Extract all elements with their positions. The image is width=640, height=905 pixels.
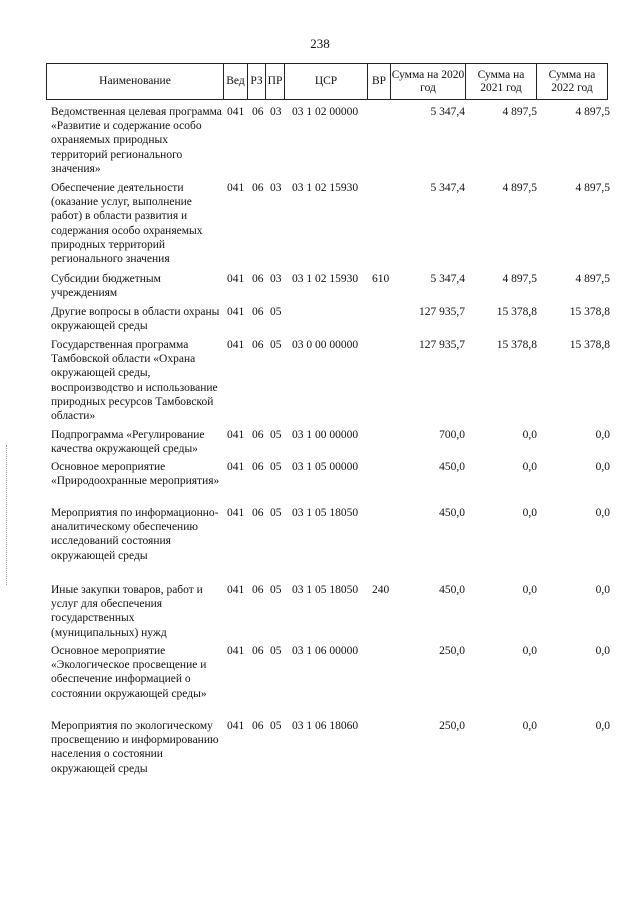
header-name: Наименование [46, 63, 223, 100]
row-sum-2020: 5 347,4 [430, 182, 465, 194]
row-sum-2020: 700,0 [439, 429, 465, 441]
row-csr: 03 0 00 00000 [292, 339, 359, 351]
row-sum-2021: 15 378,8 [496, 306, 537, 318]
row-rz: 06 [252, 339, 264, 351]
row-sum-2022: 4 897,5 [575, 182, 610, 194]
row-sum-2021: 0,0 [522, 720, 537, 732]
row-sum-2022: 0,0 [595, 584, 610, 596]
row-ved: 041 [227, 461, 245, 473]
row-rz: 06 [252, 507, 264, 519]
row-sum-2022: 15 378,8 [569, 339, 610, 351]
row-sum-2021: 0,0 [522, 507, 537, 519]
row-rz: 06 [252, 106, 264, 118]
row-ved: 041 [227, 339, 245, 351]
row-sum-2022: 0,0 [595, 720, 610, 732]
row-sum-2020: 250,0 [439, 645, 465, 657]
row-name: Мероприятия по информационно-аналитическому обеспечению исследований состояния окружающей среды [51, 507, 219, 562]
row-rz: 06 [252, 645, 264, 657]
row-ved: 041 [227, 645, 245, 657]
row-csr: 03 1 02 15930 [292, 182, 359, 194]
row-csr: 03 1 05 00000 [292, 461, 359, 473]
row-ved: 041 [227, 720, 245, 732]
header-sum-2021: Сумма на 2021 год [465, 63, 536, 100]
row-sum-2022: 0,0 [595, 429, 610, 441]
row-name: Ведомственная целевая программа «Развитие и содержание особо охраняемых природных территорий регионального значения» [51, 106, 222, 175]
row-sum-2020: 127 935,7 [419, 339, 465, 351]
row-pr: 05 [270, 720, 282, 732]
row-sum-2020: 5 347,4 [430, 273, 465, 285]
row-name: Мероприятия по экологическому просвещению и информированию населения о состоянии окружающей среды [51, 720, 219, 775]
row-sum-2022: 4 897,5 [575, 273, 610, 285]
row-sum-2022: 0,0 [595, 461, 610, 473]
row-csr: 03 1 06 18060 [292, 720, 359, 732]
row-name: Государственная программа Тамбовской области «Охрана окружающей среды, воспроизводство и использование природных ресурсов Тамбовской области» [51, 339, 218, 423]
row-ved: 041 [227, 273, 245, 285]
row-sum-2020: 127 935,7 [419, 306, 465, 318]
row-ved: 041 [227, 182, 245, 194]
row-sum-2020: 250,0 [439, 720, 465, 732]
row-vr: 610 [372, 273, 390, 285]
row-rz: 06 [252, 461, 264, 473]
row-sum-2020: 450,0 [439, 507, 465, 519]
row-sum-2021: 0,0 [522, 584, 537, 596]
page-number: 238 [310, 36, 330, 51]
row-csr: 03 1 05 18050 [292, 584, 359, 596]
row-sum-2021: 0,0 [522, 461, 537, 473]
row-rz: 06 [252, 429, 264, 441]
row-sum-2022: 15 378,8 [569, 306, 610, 318]
row-rz: 06 [252, 306, 264, 318]
row-pr: 03 [270, 273, 282, 285]
row-name: Основное мероприятие «Экологическое просвещение и обеспечение информацией о состоянии окружающей среды» [51, 645, 207, 700]
header-rz: РЗ [247, 63, 265, 100]
row-ved: 041 [227, 584, 245, 596]
row-ved: 041 [227, 429, 245, 441]
row-sum-2020: 450,0 [439, 461, 465, 473]
row-pr: 05 [270, 429, 282, 441]
row-rz: 06 [252, 273, 264, 285]
row-sum-2021: 0,0 [522, 645, 537, 657]
row-rz: 06 [252, 720, 264, 732]
row-sum-2020: 450,0 [439, 584, 465, 596]
row-pr: 05 [270, 339, 282, 351]
row-sum-2021: 0,0 [522, 429, 537, 441]
row-csr: 03 1 02 00000 [292, 106, 359, 118]
row-sum-2021: 15 378,8 [496, 339, 537, 351]
row-csr: 03 1 00 00000 [292, 429, 359, 441]
header-pr: ПР [265, 63, 284, 100]
row-sum-2021: 4 897,5 [502, 273, 537, 285]
row-name: Основное мероприятие «Природоохранные мероприятия» [51, 461, 220, 488]
header-sum-2022: Сумма на 2022 год [536, 63, 608, 100]
header-ved: Вед [223, 63, 247, 100]
row-sum-2020: 5 347,4 [430, 106, 465, 118]
row-ved: 041 [227, 306, 245, 318]
row-sum-2022: 0,0 [595, 645, 610, 657]
row-csr: 03 1 05 18050 [292, 507, 359, 519]
row-name: Иные закупки товаров, работ и услуг для обеспечения государственных (муниципальных) нужд [51, 584, 203, 639]
row-pr: 05 [270, 306, 282, 318]
row-vr: 240 [372, 584, 390, 596]
header-vr: ВР [367, 63, 390, 100]
row-sum-2021: 4 897,5 [502, 106, 537, 118]
row-sum-2021: 4 897,5 [502, 182, 537, 194]
row-name: Подпрограмма «Регулирование качества окружающей среды» [51, 429, 205, 456]
row-name: Обеспечение деятельности (оказание услуг, выполнение работ) в области развития и содержания особо охраняемых природных территорий регионального значения [51, 182, 203, 266]
row-pr: 05 [270, 507, 282, 519]
row-sum-2022: 0,0 [595, 507, 610, 519]
row-name: Другие вопросы в области охраны окружающей среды [51, 306, 220, 333]
header-csr: ЦСР [284, 63, 367, 100]
header-sum-2020: Сумма на 2020 год [390, 63, 465, 100]
row-pr: 05 [270, 461, 282, 473]
row-pr: 03 [270, 182, 282, 194]
row-pr: 05 [270, 645, 282, 657]
row-pr: 05 [270, 584, 282, 596]
row-rz: 06 [252, 182, 264, 194]
row-pr: 03 [270, 106, 282, 118]
row-csr: 03 1 02 15930 [292, 273, 359, 285]
row-sum-2022: 4 897,5 [575, 106, 610, 118]
row-ved: 041 [227, 106, 245, 118]
row-name: Субсидии бюджетным учреждениям [51, 273, 161, 300]
row-rz: 06 [252, 584, 264, 596]
row-ved: 041 [227, 507, 245, 519]
scan-margin-mark [6, 445, 10, 585]
row-csr: 03 1 06 00000 [292, 645, 359, 657]
